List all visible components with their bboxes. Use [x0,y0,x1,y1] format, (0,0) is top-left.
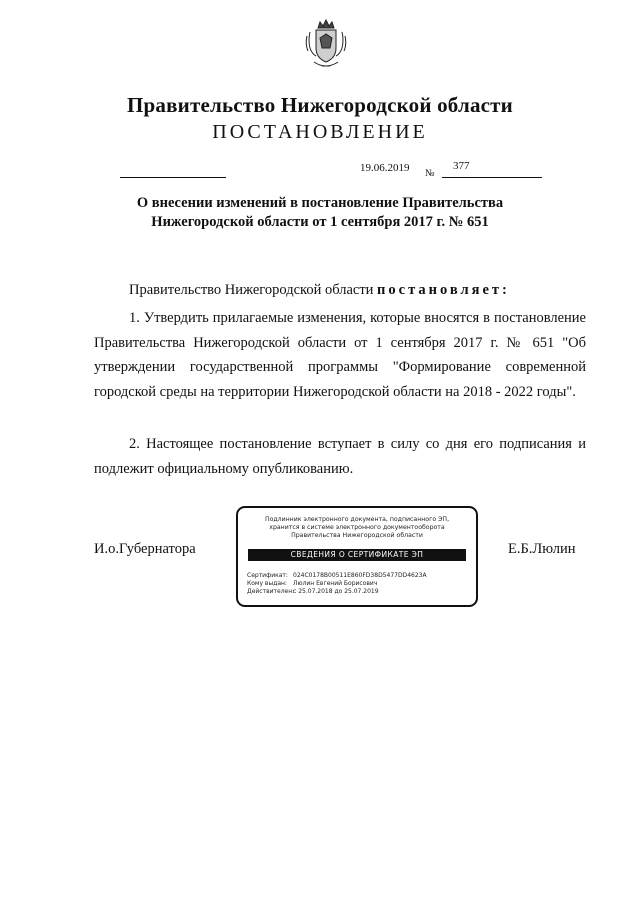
document-number: 377 [453,160,470,172]
stamp-info [247,572,427,597]
signer-position: И.о.Губернатора [94,541,196,557]
e-signature-stamp [236,506,478,607]
document-subject [0,194,640,232]
valid-label: Действителен: [247,588,295,596]
stamp-cert-row [247,572,427,580]
stamp-line-1: Подлинник электронного документа, подписанного ЭП, [264,516,450,523]
number-sign: № [425,168,435,179]
signer-name: Е.Б.Люлин [508,541,576,557]
valid-value: с 25.07.2018 до 25.07.2019 [293,588,379,596]
stamp-line-2: хранится в системе электронного документооборота [269,524,445,532]
number-underline [442,177,542,178]
paragraph-2: 2. Настоящее постановление вступает в силу со дня его подписания и подлежит официальному опубликованию. [94,436,586,477]
cert-label: Сертификат: [247,572,288,579]
subject-line-1: О внесении изменений в постановление Правительства [136,195,504,211]
stamp-line-3: Правительства Нижегородской области [291,532,423,540]
issued-label: Кому выдан: [247,580,287,588]
cert-value: 024C0178B00511E860FD38D5477DD4623A [293,572,427,579]
preamble-resolves: постановляет: [377,282,510,298]
stamp-issued-row [247,580,427,588]
subject-line-2: Нижегородской области от 1 сентября 2017 г. № 651 [151,214,489,230]
date-underline [120,177,226,178]
paragraph-1: 1. Утвердить прилагаемые изменения, которые вносятся в постановление Правительства Нижегородской области от 1 сентября 2017 г. № 651 "Об утверждении государственной программы "Формирование современной городской среды на территории Нижегородской области на 2018 - 2022 годы". [94,310,586,400]
preamble [129,282,510,299]
stamp-valid-row [247,588,427,596]
document-type: ПОСТАНОВЛЕНИЕ [212,121,428,143]
stamp-certificate-bar: СВЕДЕНИЯ О СЕРТИФИКАТЕ ЭП [248,549,466,561]
document-date: 19.06.2019 [360,162,410,174]
preamble-text: Правительство Нижегородской области [129,282,378,298]
government-name: Правительство Нижегородской области [127,93,513,117]
issued-value: Люлин Евгений Борисович [293,580,378,588]
stamp-header [238,516,476,541]
coat-of-arms-icon [304,18,348,72]
